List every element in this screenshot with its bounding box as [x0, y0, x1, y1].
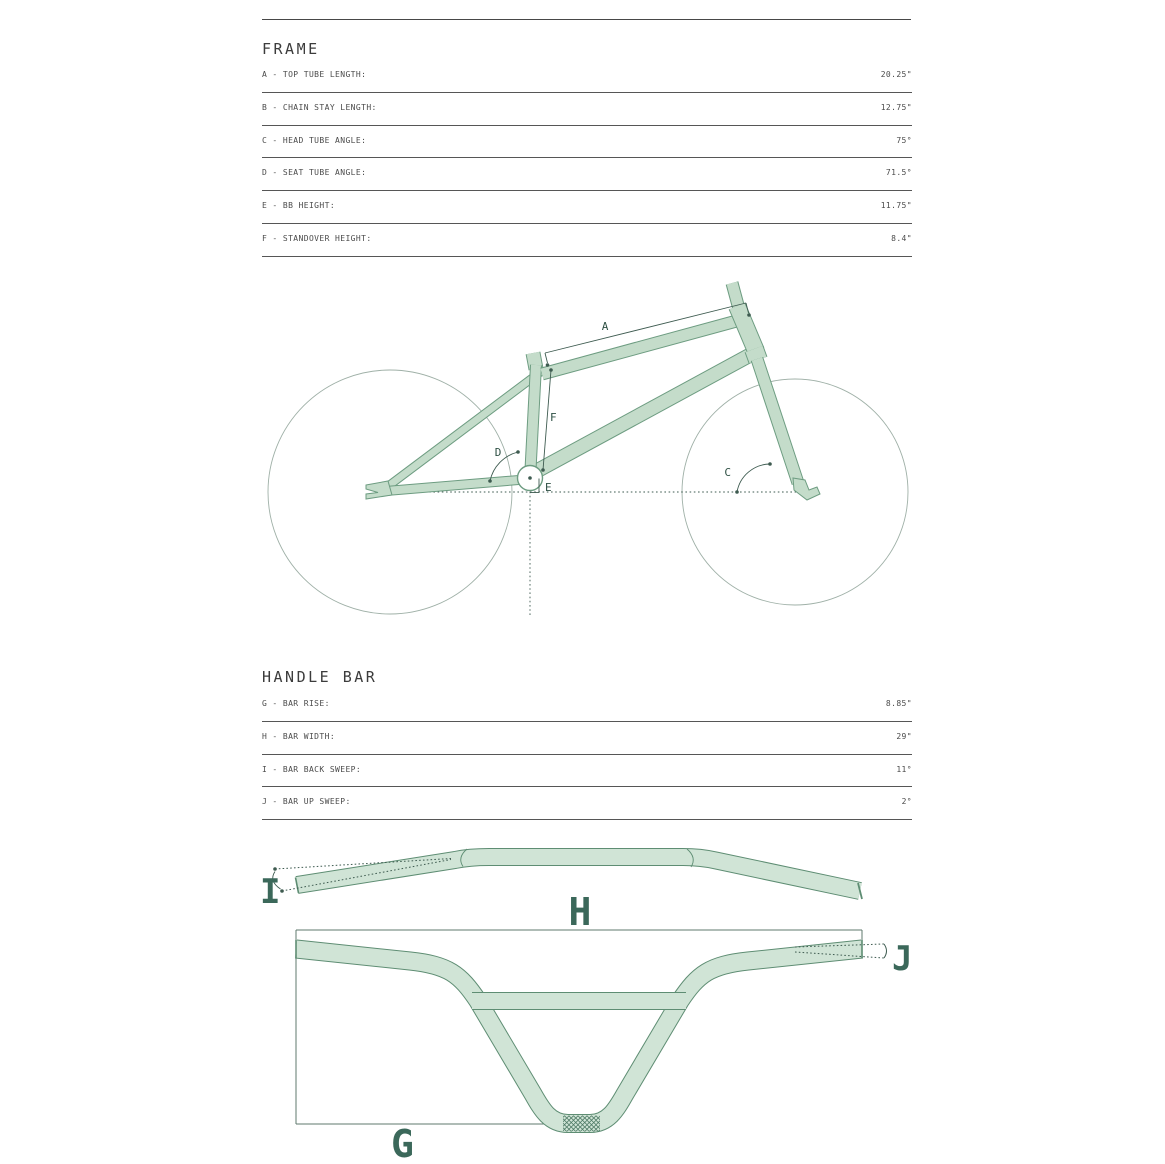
- spec-label: D - SEAT TUBE ANGLE:: [262, 168, 367, 178]
- spec-value: 71.5°: [885, 168, 912, 178]
- rear-dropout: [366, 481, 392, 499]
- handlebar-front-view-diagram: [290, 893, 915, 1164]
- spec-label: I - BAR BACK SWEEP:: [262, 764, 362, 774]
- table-row: [262, 787, 912, 820]
- handlebar-spec-table: [262, 689, 912, 820]
- label-i: I: [260, 872, 281, 910]
- table-row: [262, 60, 912, 93]
- handlebar-top-fill: [297, 857, 860, 891]
- handlebar-section-title: HANDLE BAR: [262, 668, 378, 686]
- spec-value: 20.25": [880, 70, 912, 79]
- spec-value: 12.75": [880, 102, 912, 112]
- headset-cup-fill: [754, 349, 758, 360]
- measure-c-arc: [737, 464, 770, 492]
- spec-label: E - BB HEIGHT:: [262, 201, 336, 211]
- top-divider: [262, 19, 911, 20]
- spec-label: H - BAR WIDTH:: [262, 731, 336, 741]
- table-row: [262, 126, 912, 159]
- upsweep-arc: [884, 944, 887, 958]
- spec-value: 29": [896, 731, 912, 741]
- label-a: A: [601, 320, 609, 333]
- clamp-knurl-pattern: [563, 1116, 600, 1132]
- spec-value: 2°: [901, 797, 912, 807]
- spec-value: 11.75": [880, 201, 912, 211]
- spec-label: G - BAR RISE:: [262, 699, 330, 708]
- frame-spec-table: [262, 60, 912, 257]
- backsweep-dot-top: [273, 867, 277, 871]
- spec-value: 8.85": [885, 699, 912, 708]
- label-f: F: [550, 411, 557, 424]
- handlebar-front-outline: [296, 949, 862, 1124]
- spec-label: J - BAR UP SWEEP:: [262, 797, 351, 807]
- label-e: E: [545, 481, 552, 494]
- spec-label: C - HEAD TUBE ANGLE:: [262, 135, 367, 145]
- table-row: [262, 755, 912, 788]
- label-c: C: [724, 466, 731, 479]
- table-row: [262, 722, 912, 755]
- label-h: H: [568, 893, 592, 934]
- label-g: G: [391, 1122, 414, 1164]
- spec-label: B - CHAIN STAY LENGTH:: [262, 102, 377, 112]
- handlebar-front-fill: [296, 949, 862, 1124]
- table-row: [262, 191, 912, 224]
- label-j: J: [892, 939, 913, 979]
- spec-value: 11°: [896, 764, 912, 774]
- table-row: [262, 158, 912, 191]
- backsweep-dot-bottom: [280, 889, 284, 893]
- table-row: [262, 224, 912, 257]
- spec-value: 8.4": [891, 233, 912, 243]
- spec-value: 75°: [896, 135, 912, 145]
- table-row: [262, 689, 912, 722]
- head-tube-fill: [737, 306, 756, 351]
- frame-tubes: [366, 283, 820, 500]
- spec-label: A - TOP TUBE LENGTH:: [262, 70, 367, 79]
- seat-tube-fill: [530, 365, 536, 479]
- measure-a-tick-left: [545, 353, 548, 363]
- spec-label: F - STANDOVER HEIGHT:: [262, 233, 372, 243]
- front-dropout: [793, 478, 820, 500]
- seat-stay-fill: [387, 370, 543, 487]
- frame-diagram: [265, 275, 915, 620]
- table-row: [262, 93, 912, 126]
- frame-section-title: FRAME: [262, 40, 320, 58]
- label-d: D: [494, 446, 502, 459]
